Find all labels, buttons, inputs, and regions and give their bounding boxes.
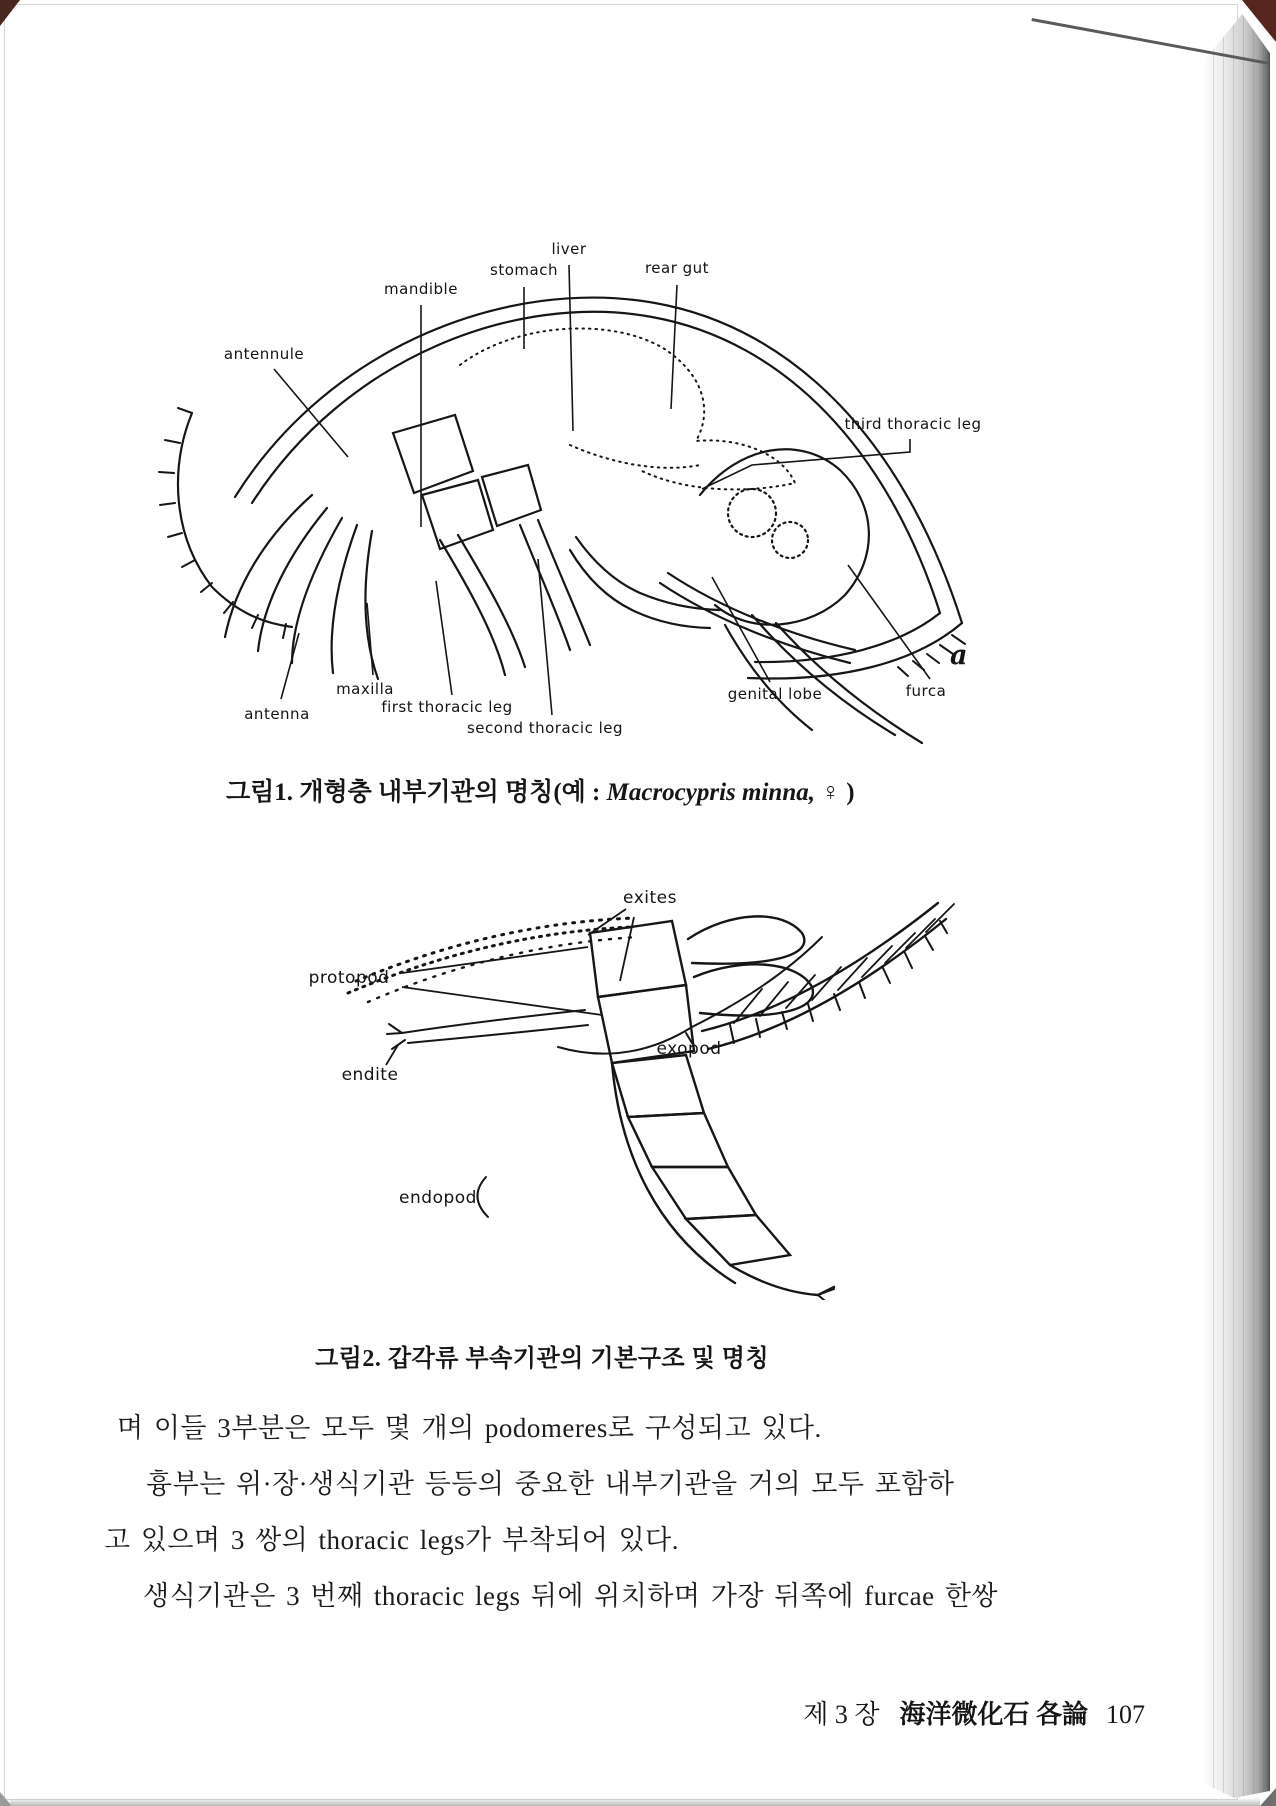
figure2-label-endite: endite (341, 1065, 399, 1085)
figure1-caption-suffix: ♀ ) (814, 779, 855, 806)
figure1-label-first-thoracic-leg: first thoracic leg (381, 698, 513, 716)
figure2-label-exopod: exopod (656, 1039, 722, 1059)
figure2-caption (315, 1338, 769, 1373)
cover-corner-top-right (1242, 0, 1276, 42)
figure1-caption-species: Macrocypris minna, (606, 779, 815, 806)
figure1-label-stomach: stomach (490, 261, 558, 279)
figure1-caption-number: 그림1. (226, 779, 294, 806)
footer-section-title: 海洋微化石 各論 (899, 1700, 1088, 1729)
figure1-leader-lines (274, 265, 930, 715)
figure2-caption-text: 갑각류 부속기관의 기본구조 및 명칭 (381, 1346, 770, 1372)
page-footer (500, 1694, 1145, 1731)
figure1-label-mandible: mandible (384, 280, 458, 298)
figure1-label-second-thoracic-leg: second thoracic leg (466, 719, 624, 737)
figure1-ostracod-diagram (140, 195, 1060, 770)
figure2-appendage-diagram (290, 855, 970, 1300)
figure1-label-liver: liver (551, 240, 587, 258)
figure1-label-furca: furca (905, 682, 947, 700)
figure1-caption-text: 개형충 내부기관의 명칭(예 : (293, 779, 607, 806)
cover-corner-top-left (0, 0, 20, 26)
cover-corner-bottom-right (1260, 1788, 1276, 1806)
figure1-marker-a: a (950, 640, 968, 671)
figure1-caption (226, 772, 855, 808)
figure2-label-protopod: protopod (308, 968, 390, 988)
footer-chapter: 제 3 장 (803, 1700, 880, 1729)
figure1-label-rear-gut: rear gut (644, 259, 710, 277)
body-text-line-1: 며 이들 3부분은 모두 몇 개의 podomeres로 구성되고 있다. (117, 1413, 822, 1443)
figure1-label-third-thoracic-leg: third thoracic leg (844, 415, 982, 433)
figure2-label-exites: exites (623, 888, 677, 908)
figure2-label-endopod: endopod (399, 1188, 477, 1208)
body-text-line-3: 고 있으며 3 쌍의 thoracic legs가 부착되어 있다. (104, 1525, 680, 1555)
book-page-stack-edge (1204, 14, 1270, 1798)
figure1-label-antennule: antennule (223, 345, 305, 363)
figure2-caption-number: 그림2. (315, 1346, 382, 1372)
figure1-label-genital-lobe: genital lobe (727, 685, 823, 703)
figure1-label-maxilla: maxilla (336, 680, 394, 698)
footer-page-number: 107 (1106, 1700, 1145, 1729)
figure1-label-antenna: antenna (244, 705, 310, 723)
body-text-line-2: 흉부는 위·장·생식기관 등등의 중요한 내부기관을 거의 모두 포함하 (146, 1469, 955, 1499)
body-text-line-4: 생식기관은 3 번째 thoracic legs 뒤에 위치하며 가장 뒤쪽에 furcae 한쌍 (143, 1581, 999, 1611)
page-bottom-shadow (10, 1798, 1260, 1806)
